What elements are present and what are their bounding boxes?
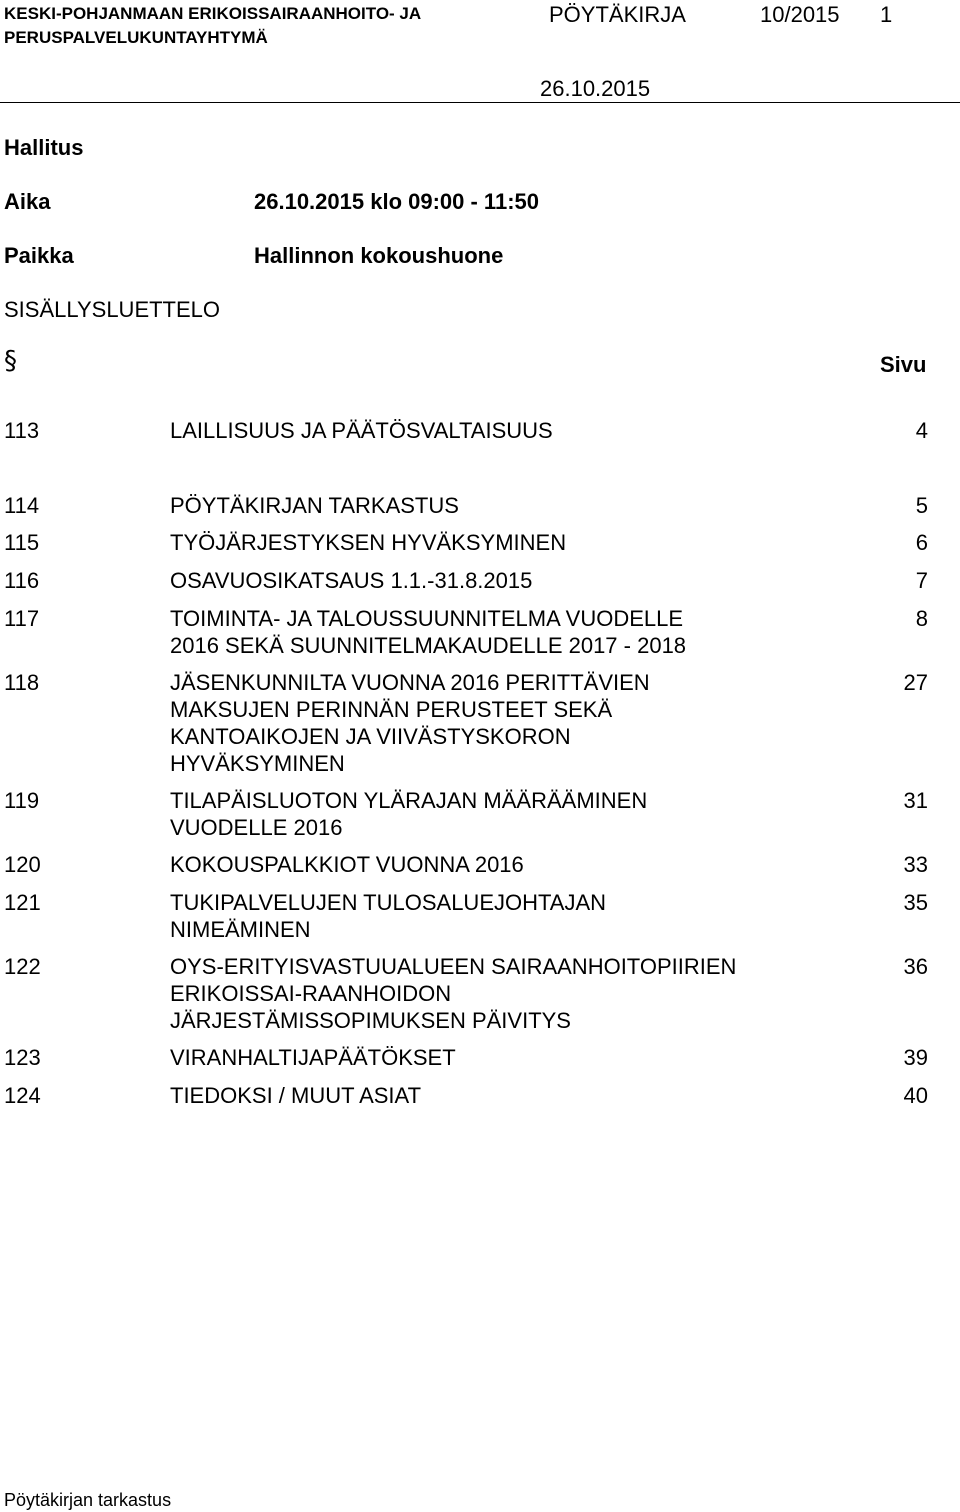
toc-item-page: 35: [903, 890, 928, 915]
toc-item-number: 122: [4, 954, 41, 979]
toc-item-page: 36: [903, 954, 928, 979]
toc-item-page: 7: [915, 568, 928, 593]
toc-item-title: KOKOUSPALKKIOT VUONNA 2016: [170, 852, 524, 877]
toc-item-page: 39: [903, 1045, 928, 1070]
organization-name-line1: KESKI-POHJANMAAN ERIKOISSAIRAANHOITO- JA: [4, 4, 422, 23]
toc-item-number: 116: [4, 568, 40, 593]
toc-item-number: 121: [4, 890, 41, 915]
toc-item-title: JÄSENKUNNILTA VUONNA 2016 PERITTÄVIEN MAKSUJEN PERINNÄN PERUSTEET SEKÄ KANTOAIKOJEN JA VIIVÄSTYSKORON HYVÄKSYMINEN: [170, 670, 650, 776]
toc-item-page: 40: [903, 1083, 928, 1108]
time-value: [254, 189, 539, 215]
toc-item-title: LAILLISUUS JA PÄÄTÖSVALTAISUUS: [170, 418, 553, 443]
document-type: PÖYTÄKIRJA: [549, 2, 686, 27]
toc-item-title: TUKIPALVELUJEN TULOSALUEJOHTAJAN NIMEÄMINEN: [170, 890, 607, 942]
meeting-body: Hallitus: [4, 135, 84, 160]
footer-label: Pöytäkirjan tarkastus: [4, 1490, 172, 1510]
page-number: 1: [880, 2, 893, 27]
toc-item-number: 118: [4, 670, 40, 695]
toc-item-title: VIRANHALTIJAPÄÄTÖKSET: [170, 1045, 456, 1070]
time-value-text: 26.10.2015 klo 09:00 - 11:50: [254, 189, 539, 214]
toc-item-page: 6: [915, 530, 928, 555]
toc-item-number: 114: [4, 493, 40, 518]
toc-item-number: 119: [4, 788, 40, 813]
toc-item-number: 115: [4, 530, 40, 555]
toc-item-page: 8: [915, 606, 928, 631]
toc-title: SISÄLLYSLUETTELO: [4, 297, 221, 322]
toc-item-number: 113: [4, 418, 40, 443]
toc-item-page: 4: [915, 418, 928, 443]
toc-item-title: TIEDOKSI / MUUT ASIAT: [170, 1083, 422, 1108]
toc-item-page: 5: [915, 493, 928, 518]
toc-item-page: 27: [903, 670, 928, 695]
toc-item-number: 120: [4, 852, 41, 877]
section-sign-icon: §: [4, 346, 17, 376]
header-date: 26.10.2015: [540, 76, 651, 101]
toc-item-number: 124: [4, 1083, 41, 1108]
header-divider: [0, 102, 960, 103]
toc-item-title: OYS-ERITYISVASTUUALUEEN SAIRAANHOITOPIIRIEN ERIKOISSAI-RAANHOIDON JÄRJESTÄMISSOPIMUKSEN PÄIVITYS: [170, 954, 737, 1033]
organization-name-line2: PERUSPALVELUKUNTAYHTYMÄ: [4, 28, 268, 47]
document-number: 10/2015: [760, 2, 840, 27]
toc-item-title: OSAVUOSIKATSAUS 1.1.-31.8.2015: [170, 568, 533, 593]
toc-item-number: 123: [4, 1045, 41, 1070]
toc-item-title: TYÖJÄRJESTYKSEN HYVÄKSYMINEN: [170, 530, 567, 555]
place-label: Paikka: [4, 243, 74, 268]
toc-item-number: 117: [4, 606, 40, 631]
toc-item-page: 31: [903, 788, 928, 813]
toc-item-title: PÖYTÄKIRJAN TARKASTUS: [170, 493, 459, 518]
toc-item-title: TILAPÄISLUOTON YLÄRAJAN MÄÄRÄÄMINEN VUODELLE 2016: [170, 788, 648, 840]
place-value: Hallinnon kokoushuone: [254, 243, 504, 268]
page-column-label: Sivu: [880, 352, 927, 377]
time-label: Aika: [4, 189, 51, 214]
toc-item-title: TOIMINTA- JA TALOUSSUUNNITELMA VUODELLE 2016 SEKÄ SUUNNITELMAKAUDELLE 2017 - 2018: [170, 606, 687, 658]
toc-item-page: 33: [903, 852, 928, 877]
